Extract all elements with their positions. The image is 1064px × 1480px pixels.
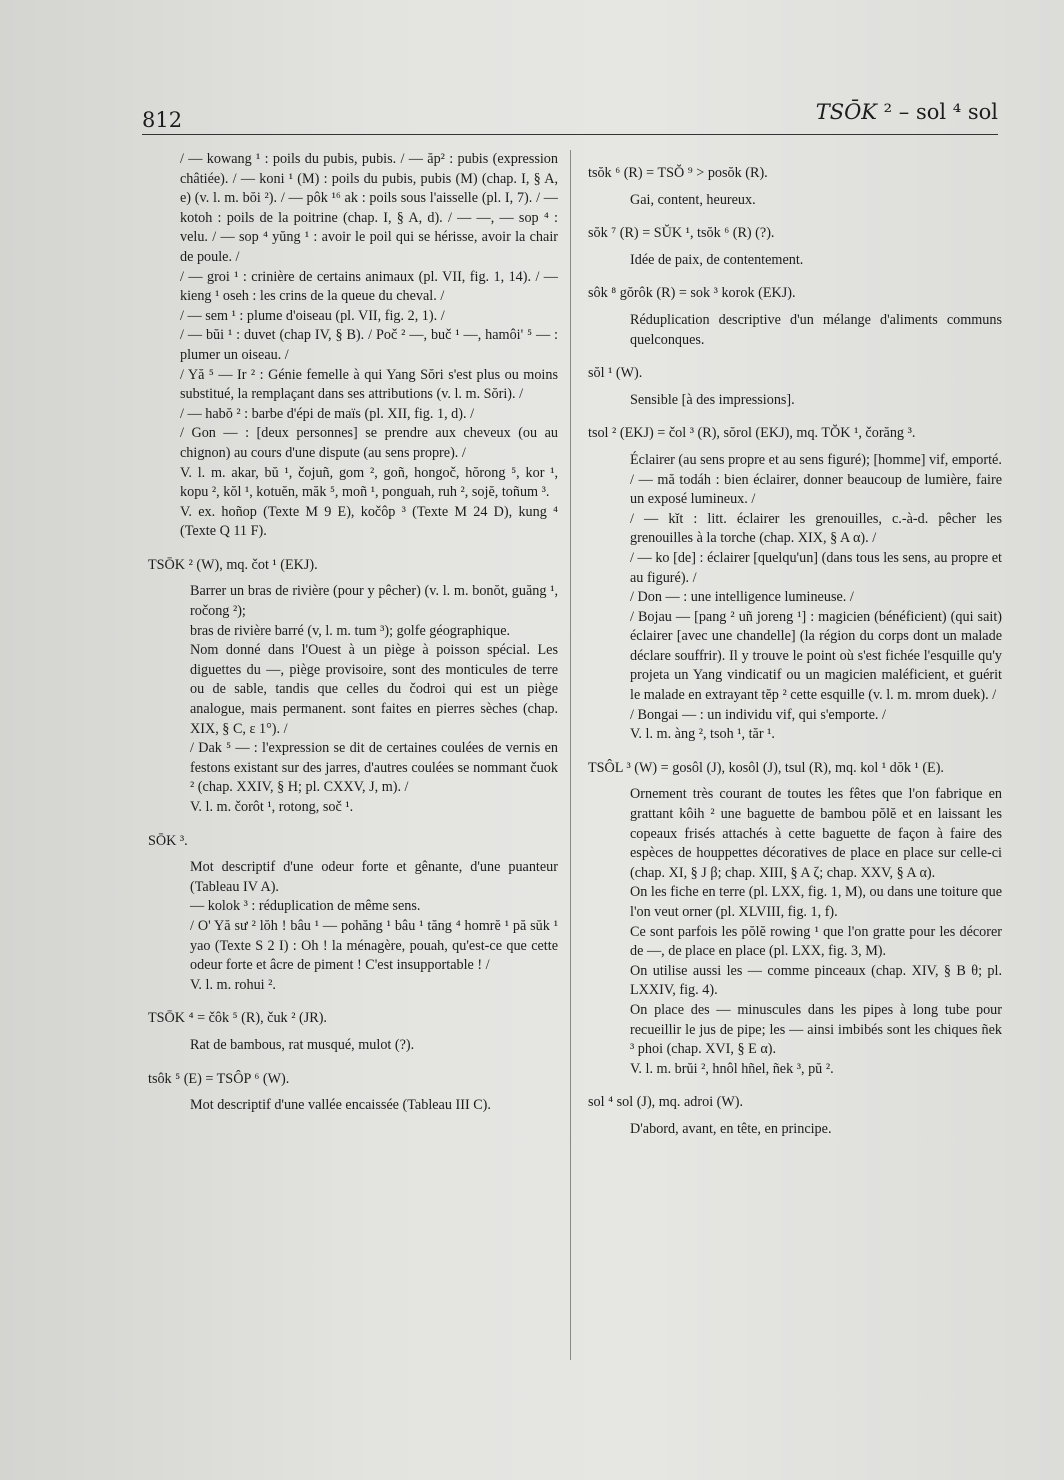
entry-paragraph: Rat de bambous, rat musqué, mulot (?).	[190, 1036, 415, 1053]
entry-paragraph: / Dak ⁵ — : l'expression se dit de certaines coulées de vernis en festons existant sur des jarres, d'autres coulées se nommant čuok ² (chap. XXIV, § H; pl. CXXV, J, m). /	[190, 740, 558, 796]
column-rule	[570, 150, 571, 1360]
entry-paragraph: / Bongai — : un individu vif, qui s'emporte. /	[630, 706, 886, 723]
entry-paragraph: / Don — : une intelligence lumineuse. /	[630, 589, 854, 606]
entry-headword: SŌK ³.	[148, 832, 188, 849]
entry-paragraph: D'abord, avant, en tête, en principe.	[630, 1120, 832, 1137]
running-head-italic: TSŌK	[815, 100, 877, 124]
entry-paragraph: / — mă todáh : bien éclairer, donner beaucoup de lumière, faire un exposé lumineux. /	[630, 471, 1002, 508]
entry-headword: TSÔL ³ (W) = gosôl (J), kosôl (J), tsul (R), mq. kol ¹ dŏk ¹ (E).	[588, 759, 944, 776]
entry-paragraph: Nom donné dans l'Ouest à un piège à poisson spécial. Les diguettes du —, piège provisoire, sont des monticules de terre ou de sable, tandis que celles du čodroi qui est un piège analogue, mais permanent. sont faites en pierres sèches (chap. XIX, § C, ε 1°). /	[190, 642, 558, 737]
entry-paragraph: V. l. m. brŭi ², hnôl hñel, ñek ³, pŭ ².	[630, 1060, 834, 1077]
entry-headword: TSŌK ⁴ = čôk ⁵ (R), čuk ² (JR).	[148, 1010, 327, 1027]
right-column	[588, 150, 1002, 1140]
entry-paragraph: V. l. m. rohui ².	[190, 976, 276, 993]
entry-headword: tsôk ⁵ (E) = TSÔP ⁶ (W).	[148, 1070, 290, 1087]
entry-paragraph: Barrer un bras de rivière (pour y pêcher) (v. l. m. bonŏt, guăng ¹, ročong ²);	[190, 583, 558, 620]
page-number: 812	[142, 108, 183, 132]
entry-paragraph: / Gon — : [deux personnes] se prendre aux cheveux (ou au chignon) au cours d'une dispute (au sens propre). /	[180, 425, 558, 461]
entry-paragraph: Gai, content, heureux.	[630, 191, 756, 208]
entry-paragraph: bras de rivière barré (v, l. m. tum ³); golfe géographique.	[190, 622, 511, 639]
entry-headword: sŏl ¹ (W).	[588, 365, 643, 382]
entry-paragraph: / — sem ¹ : plume d'oiseau (pl. VII, fig. 2, 1). /	[180, 307, 445, 324]
entry-paragraph: / — bŭi ¹ : duvet (chap IV, § B). / Poč ² —, buč ¹ —, hamôi' ⁵ — : plumer un oiseau. /	[180, 327, 558, 363]
entry-headword: tsŏk ⁶ (R) = TSŎ ⁹ > posŏk (R).	[588, 165, 768, 181]
entry-paragraph: On les fiche en terre (pl. LXX, fig. 1, M), ou dans une toiture que l'on veut orner (pl. XLVIII, fig. 1, f).	[630, 884, 1002, 920]
running-head-rest: ² – sol ⁴ sol	[877, 100, 998, 124]
entry-paragraph: Ce sont parfois les pŏlĕ rowing ¹ que l'on gratte pour les décorer de —, de place en place (pl. LXX, fig. 3, M).	[630, 923, 1002, 960]
entry-paragraph: / — ko [de] : éclairer [quelqu'un] (dans tous les sens, au propre et au figuré). /	[630, 549, 1002, 586]
entry-paragraph: / — kowang ¹ : poils du pubis, pubis. / — ăp² : pubis (expression châtiée). / — koni ¹ (M) : poils du pubis, pubis (M) (chap. I, § A, e) (v. l. m. bŏi ²). / — pôk ¹⁶ ak : poils sous l'aisselle (pl. I, 7). / — kotoh : poils de la poitrine (chap. I, § A, d). / — —, — sop ⁴ : velu. / — sop ⁴ yŭng ¹ : avoir le poil qui se hérisse, avoir la chair de poule. /	[180, 151, 558, 265]
entry-paragraph: — kolok ³ : réduplication de même sens.	[190, 898, 421, 915]
entry-paragraph: Sensible [à des impressions].	[630, 391, 795, 408]
entry-paragraph: On place des — minuscules dans les pipes à long tube pour recueillir le jus de pipe; les — ainsi imbibés sont les chiques ñek ³ phoi (chap. XVI, § E α).	[630, 1001, 1002, 1058]
entry-paragraph: V. l. m. akar, bŭ ¹, čojuñ, gom ², goñ, hongoč, hŏrong ⁵, kor ¹, kopu ², kŏl ¹, kotuĕn, măk ⁵, moñ ¹, ponguah, ruh ², sojĕ, toñum ³.	[180, 464, 558, 501]
entry-paragraph: / O' Yă sư ² lŏh ! bâu ¹ — pohăng ¹ bâu ¹ tăng ⁴ homrĕ ¹ pă sŭk ¹ yao (Texte S 2 I) : Oh ! la ménagère, pouah, qu'est-ce que cette odeur forte et âcre de piment ! C'est insupportable ! /	[190, 917, 558, 974]
entry-paragraph: Mot descriptif d'une odeur forte et gênante, d'une puanteur (Tableau IV A).	[190, 859, 558, 895]
entry-headword: tsol ² (EKJ) = čol ³ (R), sŏrol (EKJ), mq. TŎK ¹, čorăng ³.	[588, 425, 916, 442]
entry-paragraph: / Yă ⁵ — Ir ² : Génie femelle à qui Yang Sŏri s'est plus ou moins substitué, la remplaçant dans ses attributions (v. l. m. Sŏri). /	[180, 366, 558, 403]
entry-paragraph: On utilise aussi les — comme pinceaux (chap. XIV, § B θ; pl. LXXIV, fig. 4).	[630, 962, 1002, 999]
running-head	[816, 100, 998, 124]
entry-paragraph: Réduplication descriptive d'un mélange d'aliments communs quelconques.	[630, 311, 1002, 348]
entry-paragraph: / — groi ¹ : crinière de certains animaux (pl. VII, fig. 1, 14). / — kieng ¹ oseh : les crins de la queue du cheval. /	[180, 268, 558, 305]
entry-paragraph: Ornement très courant de toutes les fêtes que l'on fabrique en grattant kôih ² une baguette de bambou pŏlĕ et en laissant les copeaux frisés attachés à cette baguette de façon à faire des espèces de houppettes décoratives de place en place sur celle-ci (chap. XI, § J β; chap. XIII, § A ζ; chap. XXV, § A α).	[630, 786, 1002, 881]
entry-headword: sŏk ⁷ (R) = SŬK ¹, tsŏk ⁶ (R) (?).	[588, 225, 775, 242]
entry-paragraph: Éclairer (au sens propre et au sens figuré); [homme] vif, emporté.	[630, 451, 1002, 468]
entry-paragraph: / — kĭt : litt. éclairer les grenouilles, c.-à-d. pêcher les grenouilles à la torche (chap. XIX, § A α). /	[630, 510, 1002, 547]
page-header	[142, 98, 998, 135]
entry-headword: sôk ⁸ gŏrôk (R) = sok ³ korok (EKJ).	[588, 285, 796, 302]
entry-paragraph: V. ex. hoñop (Texte M 9 E), kočôp ³ (Texte M 24 D), kung ⁴ (Texte Q 11 F).	[180, 503, 558, 540]
entry-paragraph: V. l. m. àng ², tsoh ¹, tăr ¹.	[630, 726, 775, 743]
entry-paragraph: V. l. m. čorôt ¹, rotong, soč ¹.	[190, 799, 354, 815]
entry-paragraph: / — habŏ ² : barbe d'épi de maïs (pl. XII, fig. 1, d). /	[180, 405, 475, 422]
entry-paragraph: Idée de paix, de contentement.	[630, 251, 804, 268]
entry-headword: TSŌK ² (W), mq. čot ¹ (EKJ).	[148, 556, 318, 573]
entry-paragraph: Mot descriptif d'une vallée encaissée (Tableau III C).	[190, 1097, 491, 1114]
entry-paragraph: / Bojau — [pang ² uñ joreng ¹] : magicien (bénéficient) (qui sait) éclairer [avec une chandelle] (la région du corps dont un malade déclare souffrir). Il y trouve le point où s'est fichée l'esquille qu'y projeta un Yang vindicatif ou un magicien maléficient, et guérit le malade en extrayant tĕp ² cette esquille (v. l. m. mrom duek). /	[630, 608, 1002, 704]
entry-headword: sol ⁴ sol (J), mq. adroi (W).	[588, 1094, 744, 1111]
left-column	[148, 150, 558, 1116]
